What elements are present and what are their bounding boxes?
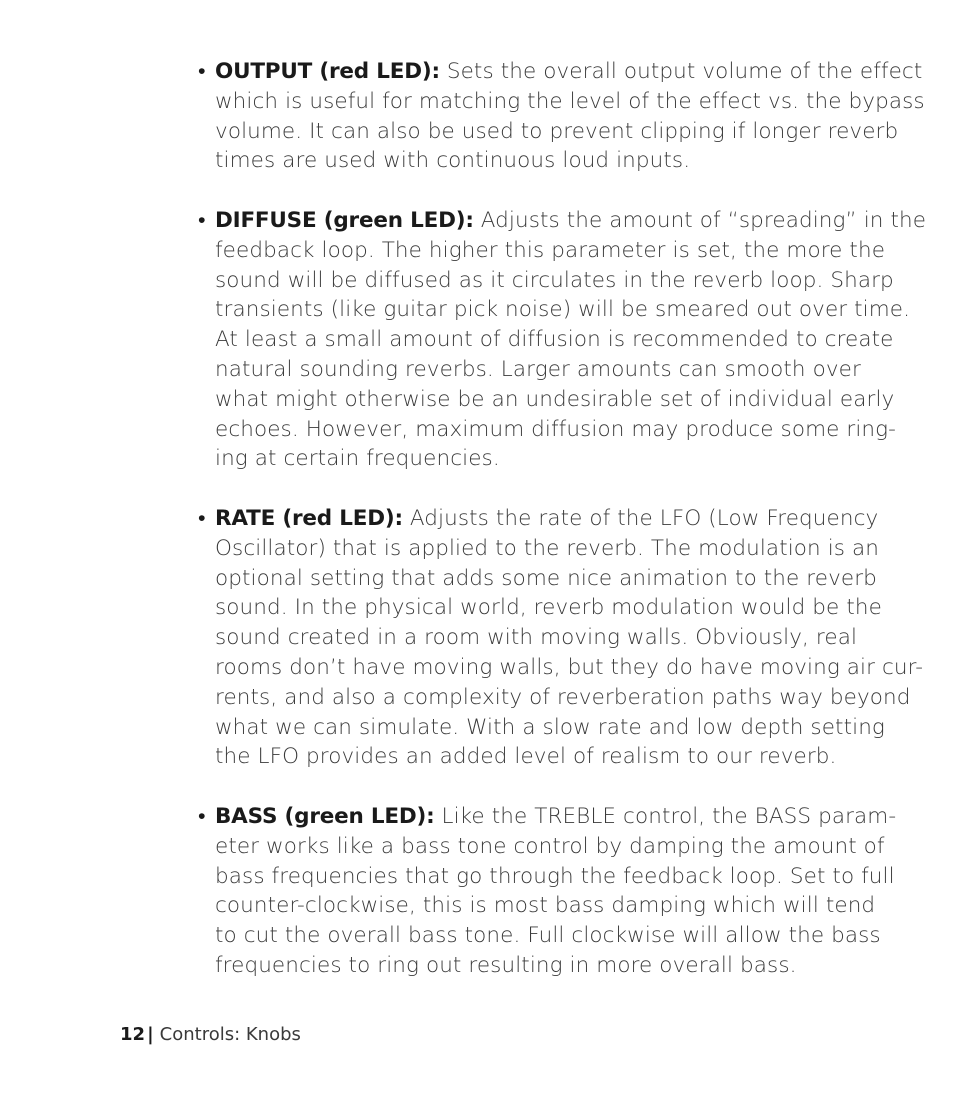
item-line: At least a small amount of diffusion is recommended to create	[215, 327, 894, 353]
item-line: volume. It can also be used to prevent clipping if longer reverb	[215, 118, 899, 144]
list-item-output	[198, 57, 925, 176]
bullet-mark: •	[198, 59, 206, 84]
item-line: times are used with continuous loud inputs.	[215, 148, 691, 174]
list-item-bass	[198, 802, 898, 981]
item-line: frequencies to ring out resulting in more overall bass.	[215, 952, 797, 978]
item-line: optional setting that adds some nice animation to the reverb	[215, 565, 877, 591]
item-line: Oscillator) that is applied to the reverb. The modulation is an	[215, 535, 880, 561]
item-line: sound will be diffused as it circulates in the reverb loop. Sharp	[215, 267, 894, 293]
bullet-mark: •	[198, 803, 206, 829]
page-footer	[120, 1023, 301, 1047]
controls-list	[198, 57, 927, 1011]
item-line: which is useful for matching the level of the effect vs. the bypass	[215, 88, 925, 114]
footer-separator: |	[147, 1024, 154, 1045]
bullet-mark: •	[198, 505, 206, 531]
item-line: counter-clockwise, this is most bass damping which will tend	[215, 893, 876, 919]
item-line: natural sounding reverbs. Larger amounts can smooth over	[215, 356, 861, 382]
list-item-diffuse	[198, 206, 927, 474]
item-text: Like the TREBLE control, the BASS param-	[434, 803, 897, 829]
item-first-line	[215, 802, 898, 832]
item-line: the LFO provides an added level of realism to our reverb.	[215, 744, 837, 770]
item-term: RATE (red LED):	[215, 505, 403, 531]
item-term: BASS (green LED):	[215, 803, 435, 829]
page-number: 12	[120, 1024, 146, 1045]
item-term: OUTPUT (red LED):	[215, 59, 440, 84]
list-item-rate	[198, 504, 924, 772]
item-line: bass frequencies that go through the feedback loop. Set to full	[215, 863, 895, 889]
item-line: eter works like a bass tone control by damping the amount of	[215, 833, 885, 859]
section-title: Controls: Knobs	[159, 1024, 301, 1045]
item-line: ing at certain frequencies.	[215, 446, 500, 472]
item-text: Adjusts the rate of the LFO (Low Frequency	[402, 505, 879, 531]
bullet-mark: •	[198, 207, 206, 233]
item-line: what might otherwise be an undesirable set of individual early	[215, 386, 895, 412]
item-line: transients (like guitar pick noise) will be smeared out over time.	[215, 297, 911, 323]
item-line: feedback loop. The higher this parameter is set, the more the	[215, 237, 886, 263]
item-line: rents, and also a complexity of reverberation paths way beyond	[215, 684, 911, 710]
item-line: sound. In the physical world, reverb modulation would be the	[215, 595, 882, 621]
item-first-line	[215, 57, 923, 87]
item-line: rooms don’t have moving walls, but they do have moving air cur-	[215, 654, 924, 680]
item-line: echoes. However, maximum diffusion may produce some ring-	[215, 416, 897, 442]
item-line: to cut the overall bass tone. Full clockwise will allow the bass	[215, 923, 881, 949]
item-term: DIFFUSE (green LED):	[215, 207, 474, 233]
item-line: sound created in a room with moving walls. Obviously, real	[215, 625, 858, 651]
item-first-line	[215, 504, 898, 534]
item-line: what we can simulate. With a slow rate and low depth setting	[215, 714, 885, 740]
item-text: Sets the overall output volume of the effect	[439, 59, 923, 84]
item-text: Adjusts the amount of “spreading” in the	[473, 207, 927, 233]
item-first-line	[215, 206, 927, 236]
